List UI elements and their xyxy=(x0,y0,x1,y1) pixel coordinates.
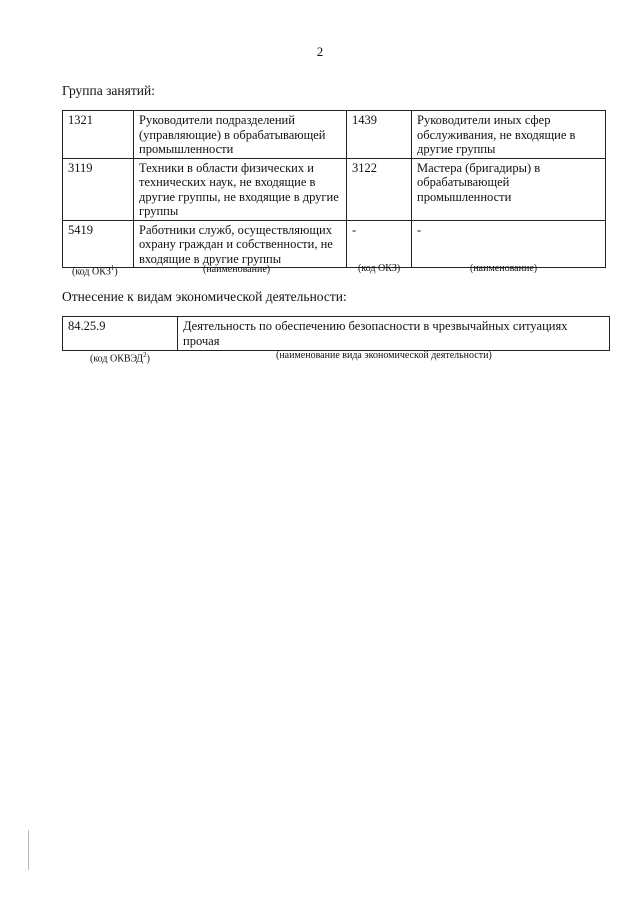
table-row xyxy=(63,317,610,351)
okz-name-cell: Мастера (бригадиры) в обрабатывающей промышленности xyxy=(412,158,606,220)
okz-name2-caption: (наименование) xyxy=(470,263,538,274)
okz-code-caption: (код ОКЗ$^1$) xyxy=(72,264,118,278)
okz-code-cell: - xyxy=(347,220,412,268)
page-number: 2 xyxy=(316,44,324,59)
scan-edge-mark xyxy=(28,830,29,870)
occupation-group-heading: Группа занятий: xyxy=(62,83,155,98)
okz-name-cell: Руководители иных сфер обслуживания, не входящие в другие группы xyxy=(412,111,606,159)
okved-name-caption: (наименование вида экономической деятельности) xyxy=(276,350,492,361)
okved-code-cell: 84.25.9 xyxy=(63,317,178,351)
okz-name-cell: Руководители подразделений (управляющие) в обрабатывающей промышленности xyxy=(134,111,347,159)
occupation-group-table xyxy=(62,110,606,268)
economic-activity-table xyxy=(62,316,610,351)
okz-name-cell: - xyxy=(412,220,606,268)
okz-code-cell: 1321 xyxy=(63,111,134,159)
okz-name-caption: (наименование) xyxy=(203,264,271,275)
economic-activity-heading: Отнесение к видам экономической деятельности: xyxy=(62,289,347,304)
table-row xyxy=(63,220,606,268)
okz-name-cell: Техники в области физических и технических наук, не входящие в другие группы, не входящие в другие группы xyxy=(134,158,347,220)
okz-code-cell: 1439 xyxy=(347,111,412,159)
okz-name-cell: Работники служб, осуществляющих охрану граждан и собственности, не входящие в другие группы xyxy=(134,220,347,268)
table-row xyxy=(63,111,606,159)
okz-code-cell: 3122 xyxy=(347,158,412,220)
okved-code-caption: (код ОКВЭД$^2$) xyxy=(90,351,150,365)
okved-name-cell: Деятельность по обеспечению безопасности в чрезвычайных ситуациях прочая xyxy=(178,317,610,351)
table-row xyxy=(63,158,606,220)
okz-code-cell: 3119 xyxy=(63,158,134,220)
okz-code-cell: 5419 xyxy=(63,220,134,268)
okz-code2-caption: (код ОКЗ) xyxy=(358,263,401,274)
